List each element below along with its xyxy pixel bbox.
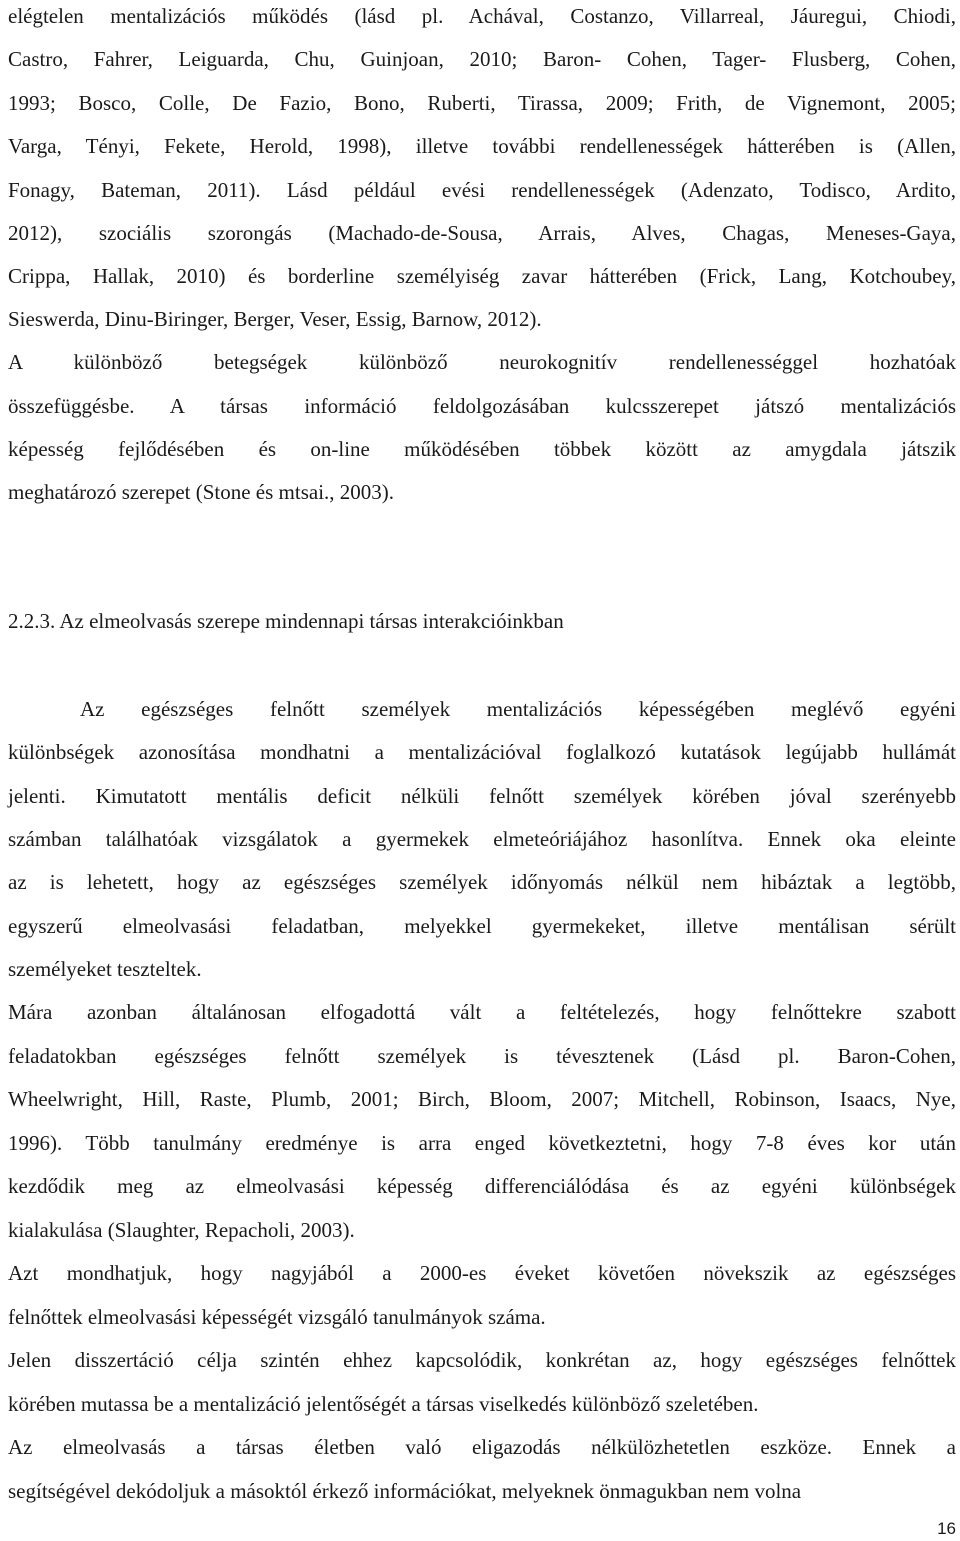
text-line: Castro, Fahrer, Leiguarda, Chu, Guinjoan, 2010; Baron- Cohen, Tager- Flusberg, Cohen, bbox=[8, 47, 956, 71]
text-line: Az elmeolvasás a társas életben való eligazodás nélkülözhetetlen eszköze. Ennek a bbox=[8, 1435, 956, 1459]
text-line: felnőttek elmeolvasási képességét vizsgáló tanulmányok száma. bbox=[8, 1305, 546, 1329]
text-line: Jelen disszertáció célja szintén ehhez kapcsolódik, konkrétan az, hogy egészséges felnőttek bbox=[8, 1348, 956, 1372]
text-line: számban találhatóak vizsgálatok a gyermekek elmeteóriájához hasonlítva. Ennek oka eleinte bbox=[8, 827, 956, 851]
text-line: különbségek azonosítása mondhatni a mentalizációval foglalkozó kutatások legújabb hullámát bbox=[8, 740, 956, 764]
text-line: kialakulása (Slaughter, Repacholi, 2003). bbox=[8, 1218, 355, 1242]
text-line: Wheelwright, Hill, Raste, Plumb, 2001; Birch, Bloom, 2007; Mitchell, Robinson, Isaacs, Nye, bbox=[8, 1087, 956, 1111]
text-line: Mára azonban általánosan elfogadottá vált a feltételezés, hogy felnőttekre szabott bbox=[8, 1000, 956, 1024]
text-line: Azt mondhatjuk, hogy nagyjából a 2000-es éveket követően növekszik az egészséges bbox=[8, 1261, 956, 1285]
text-line: egyszerű elmeolvasási feladatban, melyekkel gyermekeket, illetve mentálisan sérült bbox=[8, 914, 956, 938]
text-line: képesség fejlődésében és on-line működésében többek között az amygdala játszik bbox=[8, 437, 956, 461]
text-line: 1996). Több tanulmány eredménye is arra enged következtetni, hogy 7-8 éves kor után bbox=[8, 1131, 956, 1155]
text-line: személyeket teszteltek. bbox=[8, 957, 202, 981]
text-line: kezdődik meg az elmeolvasási képesség differenciálódása és az egyéni különbségek bbox=[8, 1174, 956, 1198]
text-line: Az egészséges felnőtt személyek mentalizációs képességében meglévő egyéni bbox=[80, 697, 956, 721]
text-line: Sieswerda, Dinu-Biringer, Berger, Veser, Essig, Barnow, 2012). bbox=[8, 307, 542, 331]
text-line: Varga, Tényi, Fekete, Herold, 1998), illetve további rendellenességek hátterében is (Allen, bbox=[8, 134, 956, 158]
page-number: 16 bbox=[937, 1519, 956, 1538]
text-line: 2012), szociális szorongás (Machado-de-Sousa, Arrais, Alves, Chagas, Meneses-Gaya, bbox=[8, 221, 956, 245]
text-line: összefüggésbe. A társas információ feldolgozásában kulcsszerepet játszó mentalizációs bbox=[8, 394, 956, 418]
text-line: jelenti. Kimutatott mentális deficit nélküli felnőtt személyek körében jóval szerényebb bbox=[8, 784, 956, 808]
text-line: 1993; Bosco, Colle, De Fazio, Bono, Ruberti, Tirassa, 2009; Frith, de Vignemont, 2005; bbox=[8, 91, 956, 115]
text-line: Fonagy, Bateman, 2011). Lásd például evési rendellenességek (Adenzato, Todisco, Ardito, bbox=[8, 178, 956, 202]
text-line: Crippa, Hallak, 2010) és borderline személyiség zavar hátterében (Frick, Lang, Kotchoubey, bbox=[8, 264, 956, 288]
section-heading: 2.2.3. Az elmeolvasás szerepe mindennapi társas interakcióinkban bbox=[8, 609, 564, 633]
text-line: A különböző betegségek különböző neurokognitív rendellenességgel hozhatóak bbox=[8, 350, 956, 374]
text-line: körében mutassa be a mentalizáció jelentőségét a társas viselkedés különböző szeletében. bbox=[8, 1392, 759, 1416]
text-line: meghatározó szerepet (Stone és mtsai., 2003). bbox=[8, 480, 395, 504]
text-line: feladatokban egészséges felnőtt személyek is tévesztenek (Lásd pl. Baron-Cohen, bbox=[8, 1044, 956, 1068]
text-line: az is lehetett, hogy az egészséges személyek időnyomás nélkül nem hibáztak a legtöbb, bbox=[8, 870, 956, 894]
text-line: elégtelen mentalizációs működés (lásd pl. Achával, Costanzo, Villarreal, Jáuregui, Chiodi, bbox=[8, 4, 956, 28]
text-line: segítségével dekódoljuk a másoktól érkező információkat, melyeknek önmagukban nem volna bbox=[8, 1479, 802, 1503]
